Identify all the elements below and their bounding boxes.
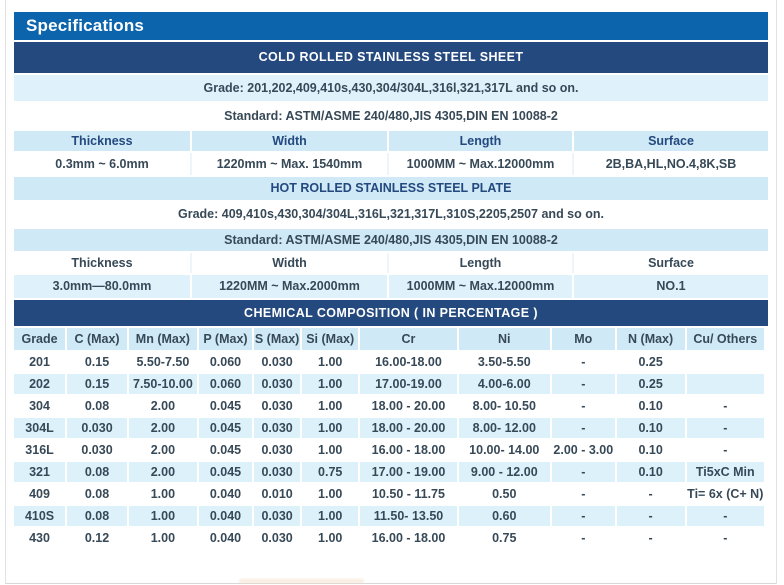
cell: 18.00 - 20.00 [360,396,456,416]
table-row-316L [14,440,764,460]
cell: 1.00 [129,528,197,548]
column-header-thickness: Thickness [14,253,190,273]
cell: 0.045 [199,462,252,482]
cell: - [552,506,615,526]
cell: 0.040 [199,506,252,526]
chem-col-ni: Ni [459,328,550,350]
cold-width-value: 1220mm ~ Max. 1540mm [192,153,387,175]
cold-rolled-column-headers [14,131,768,151]
chemical-composition-table [12,326,766,550]
cell: Ti5xC Min [687,462,764,482]
hot-rolled-section-header: HOT ROLLED STAINLESS STEEL PLATE [14,177,768,200]
table-row-202 [14,374,764,394]
cell: 0.08 [67,462,127,482]
table-row-409 [14,484,764,504]
cold-surface-value: 2B,BA,HL,NO.4,8K,SB [574,153,768,175]
column-header-length: Length [389,131,572,151]
cell: 4.00-6.00 [459,374,550,394]
cell: 0.040 [199,528,252,548]
chem-col-cr: Cr [360,328,456,350]
page-title: Specifications [14,12,768,40]
cell: - [687,418,764,438]
table-row-321 [14,462,764,482]
cell: 7.50-10.00 [129,374,197,394]
cold-thickness-value: 0.3mm ~ 6.0mm [14,153,190,175]
table-row-201 [14,352,764,372]
chem-col-grade: Grade [14,328,65,350]
cell: 0.10 [617,440,685,460]
cell: 1.00 [302,440,358,460]
chem-col-si-max: Si (Max) [302,328,358,350]
cell: 430 [14,528,65,548]
cell: 0.10 [617,462,685,482]
cell: 0.15 [67,352,127,372]
cell: 1.00 [302,374,358,394]
chemical-composition-section-header: CHEMICAL COMPOSITION ( IN PERCENTAGE ) [14,300,768,326]
cell: - [687,506,764,526]
hot-thickness-value: 3.0mm—80.0mm [14,275,190,298]
cold-rolled-section-header: COLD ROLLED STAINLESS STEEL SHEET [14,42,768,73]
cell: 0.25 [617,352,685,372]
chem-col-c-max: C (Max) [67,328,127,350]
table-row-304L [14,418,764,438]
cell: - [687,528,764,548]
cell: 0.060 [199,374,252,394]
cell: 0.75 [459,528,550,548]
cell: 0.60 [459,506,550,526]
cell: 321 [14,462,65,482]
cell: 0.030 [254,418,300,438]
cell: - [687,440,764,460]
cell: 2.00 [129,440,197,460]
cell: 1.00 [302,484,358,504]
hot-rolled-values-row [14,275,768,298]
cell: 10.50 - 11.75 [360,484,456,504]
cell: - [552,528,615,548]
table-row-304 [14,396,764,416]
cell: 0.75 [302,462,358,482]
cell: 2.00 [129,396,197,416]
cell: - [552,484,615,504]
cell: 0.08 [67,506,127,526]
chem-col-p-max: P (Max) [199,328,252,350]
cell: 17.00-19.00 [360,374,456,394]
cell: 1.00 [129,506,197,526]
chem-col-s-max: S (Max) [254,328,300,350]
cell: 1.00 [302,506,358,526]
cell: - [552,396,615,416]
cell [687,352,764,372]
cell: 0.15 [67,374,127,394]
cell [687,374,764,394]
column-header-surface: Surface [574,253,768,273]
cell: 0.10 [617,396,685,416]
cell: 304L [14,418,65,438]
cell: 0.25 [617,374,685,394]
cell: 0.030 [254,506,300,526]
cell: Ti= 6x (C+ N) [687,484,764,504]
chem-col-n-max: N (Max) [617,328,685,350]
hot-rolled-column-headers [14,253,768,273]
table-row-410S [14,506,764,526]
cell: 8.00- 10.50 [459,396,550,416]
cell: 0.50 [459,484,550,504]
cell: - [617,484,685,504]
cell: 17.00 - 19.00 [360,462,456,482]
cell: 0.045 [199,418,252,438]
cell: 9.00 - 12.00 [459,462,550,482]
cell: 0.030 [254,396,300,416]
cell: 0.030 [254,462,300,482]
cell: 11.50- 13.50 [360,506,456,526]
cell: 202 [14,374,65,394]
column-header-surface: Surface [574,131,768,151]
cell: 0.030 [254,374,300,394]
hot-surface-value: NO.1 [574,275,768,298]
cell: 1.00 [129,484,197,504]
cell: 2.00 - 3.00 [552,440,615,460]
hot-width-value: 1220MM ~ Max.2000mm [192,275,387,298]
cell: 16.00 - 18.00 [360,528,456,548]
cell: 2.00 [129,418,197,438]
hot-length-value: 1000MM ~ Max.12000mm [389,275,572,298]
cell: - [552,462,615,482]
cell: 10.00- 14.00 [459,440,550,460]
column-header-thickness: Thickness [14,131,190,151]
cell: 0.030 [67,418,127,438]
cell: 201 [14,352,65,372]
cell: 1.00 [302,528,358,548]
cell: 0.030 [254,352,300,372]
column-header-width: Width [192,253,387,273]
cell: 0.030 [254,528,300,548]
chem-col-cu-others: Cu/ Others [687,328,764,350]
cell: 316L [14,440,65,460]
cell: - [552,374,615,394]
cold-rolled-standard-row: Standard: ASTM/ASME 240/480,JIS 4305,DIN EN 10088-2 [14,103,768,129]
chem-col-mo: Mo [552,328,615,350]
cell: 410S [14,506,65,526]
cell: 1.00 [302,418,358,438]
cell: 3.50-5.50 [459,352,550,372]
cell: 1.00 [302,396,358,416]
cell: - [552,418,615,438]
hot-rolled-grade-row: Grade: 409,410s,430,304/304L,316L,321,317L,310S,2205,2507 and so on. [14,202,768,227]
cell: 16.00 - 18.00 [360,440,456,460]
cell: - [552,352,615,372]
hot-rolled-standard-row: Standard: ASTM/ASME 240/480,JIS 4305,DIN EN 10088-2 [14,229,768,251]
cutoff-content-artifact [239,579,364,583]
cell: 5.50-7.50 [129,352,197,372]
cell: 16.00-18.00 [360,352,456,372]
table-row-430 [14,528,764,548]
cell: 0.08 [67,396,127,416]
cell: 0.08 [67,484,127,504]
specifications-panel [6,0,776,550]
column-header-width: Width [192,131,387,151]
cell: - [617,506,685,526]
chem-header-row [14,328,764,350]
cell: 0.060 [199,352,252,372]
cell: 0.10 [617,418,685,438]
cell: 304 [14,396,65,416]
cold-rolled-grade-row: Grade: 201,202,409,410s,430,304/304L,316l,321,317L and so on. [14,75,768,101]
cold-length-value: 1000MM ~ Max.12000mm [389,153,572,175]
cold-rolled-values-row [14,153,768,175]
column-header-length: Length [389,253,572,273]
cell: 18.00 - 20.00 [360,418,456,438]
cell: 8.00- 12.00 [459,418,550,438]
cell: 2.00 [129,462,197,482]
cell: 1.00 [302,352,358,372]
cell: - [687,396,764,416]
cell: 0.030 [67,440,127,460]
cell: 0.040 [199,484,252,504]
cell: 0.045 [199,440,252,460]
cell: 0.045 [199,396,252,416]
cell: 0.010 [254,484,300,504]
chem-col-mn-max: Mn (Max) [129,328,197,350]
cell: 0.030 [254,440,300,460]
cell: 0.12 [67,528,127,548]
page-frame [5,0,777,584]
cell: 409 [14,484,65,504]
cell: - [617,528,685,548]
